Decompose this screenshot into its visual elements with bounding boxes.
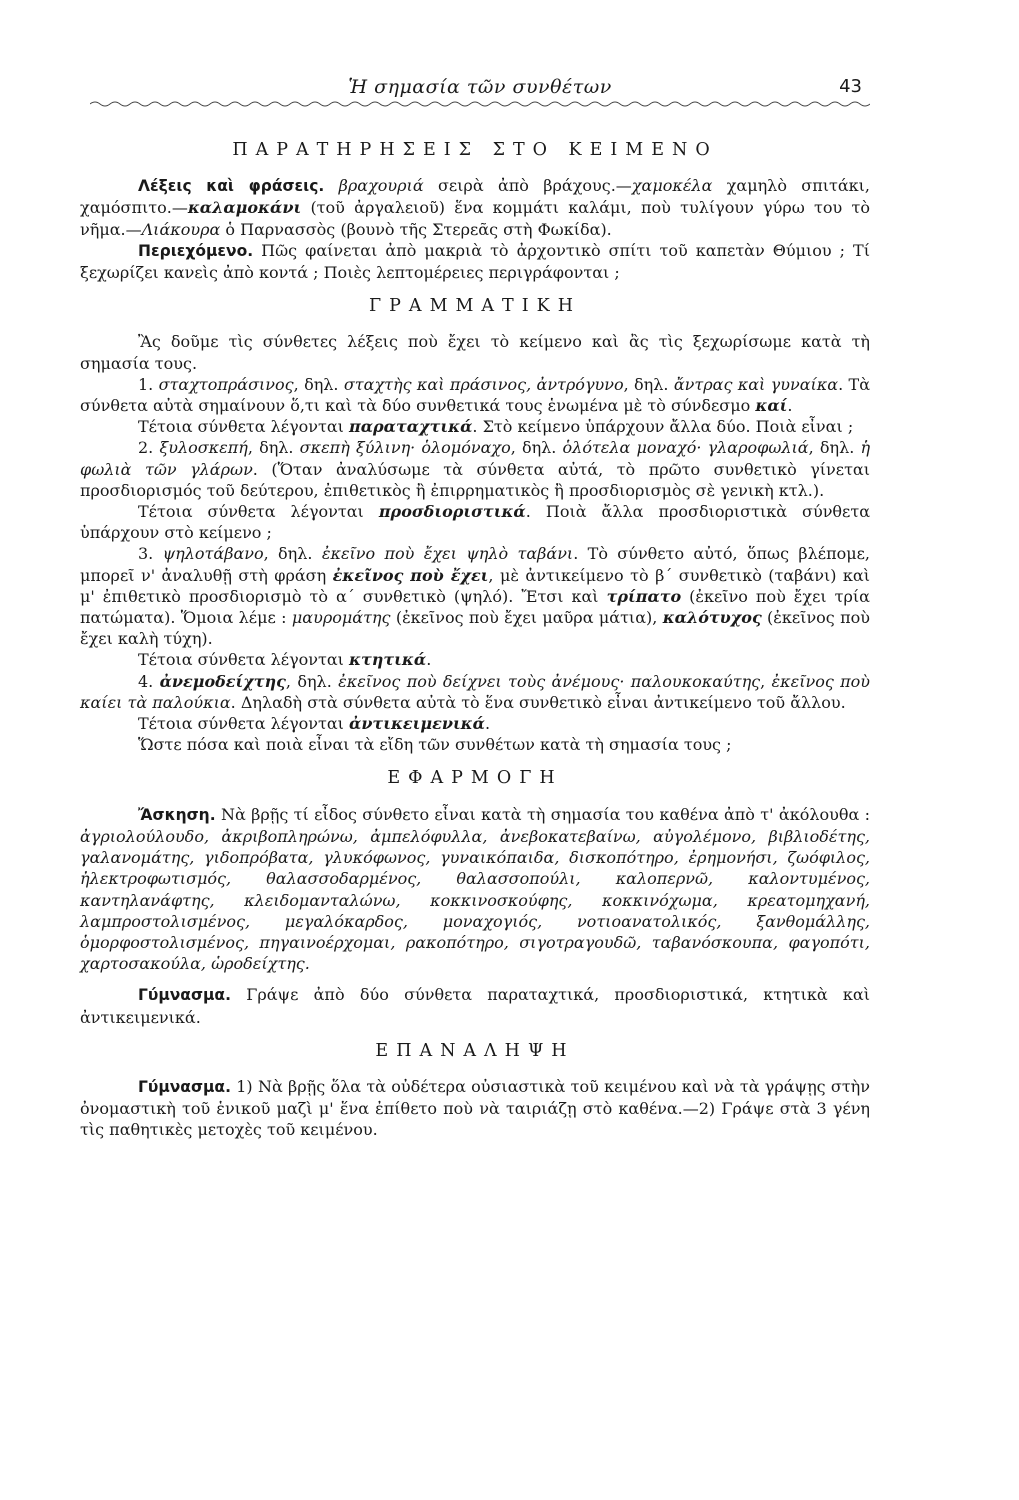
section-heading-review: ΕΠΑΝΑΛΗΨΗ — [375, 1040, 575, 1061]
example-word: σταχτοπράσινος — [158, 374, 294, 394]
text: (ἐκεῖνος ποὺ ἔχει καλὴ τύχη). — [80, 608, 870, 649]
running-title: Ἡ σημασία τῶν συνθέτων — [348, 76, 612, 98]
words-phrases-label: Λέξεις καὶ φράσεις. — [138, 177, 325, 196]
definition: σειρὰ ἀπὸ βράχους.— — [423, 176, 632, 196]
example-word: ἀνεμοδείχτης — [159, 671, 286, 691]
item-number: 4. — [138, 671, 160, 691]
item-number: 2. — [138, 438, 160, 458]
text: Τέτοια σύνθετα λέγονται — [138, 650, 350, 670]
practice-text: Γράψε ἀπὸ δύο σύνθετα παραταχτικά, προσδιοριστικά, κτητικὰ καὶ ἀντικειμενικά. — [80, 985, 870, 1027]
text: , δηλ. — [285, 671, 339, 691]
example-word: μαυρομάτης — [291, 608, 391, 628]
exercise-paragraph — [80, 804, 870, 975]
example-word: καλότυχος — [662, 608, 762, 628]
term: χαμοκέλα — [631, 176, 713, 196]
text: , δηλ. — [293, 374, 344, 394]
definition: (τοῦ ἀργαλειοῦ) ἕνα κομμάτι καλάμι, ποὺ τυλίγουν γύρω του τὸ νῆμα.— — [80, 198, 870, 239]
text: , δηλ. — [247, 438, 300, 458]
grammar-item-3 — [80, 543, 870, 649]
item-number: 3. — [138, 544, 163, 564]
application-practice-paragraph — [80, 984, 870, 1027]
definition: ὁ Παρνασσὸς (βουνὸ τῆς Στερεᾶς στὴ Φωκίδα). — [220, 219, 612, 239]
practice-label: Γύμνασμα. — [138, 986, 231, 1005]
paratactic-paragraph — [80, 416, 870, 437]
text: Τέτοια σύνθετα λέγονται — [138, 502, 379, 522]
text: Τέτοια σύνθετα λέγονται — [138, 417, 350, 437]
possessive-paragraph — [80, 649, 870, 670]
text: , δηλ. — [263, 544, 322, 564]
term: καλαμοκάνι — [187, 198, 302, 218]
text: . Ποιὰ ἄλλα προσδιοριστικὰ σύνθετα ὑπάρχουν στὸ κείμενο ; — [80, 502, 871, 543]
text: . Τὸ σύνθετο αὐτό, ὅπως βλέπομε, μπορεῖ ν' ἀναλυθῇ στὴ φράση — [80, 544, 870, 585]
words-phrases-paragraph — [80, 175, 870, 240]
text: . — [484, 714, 491, 734]
example-word: σταχτὴς καὶ πράσινος, ἀντρόγυνο — [343, 374, 624, 394]
item-number: 1. — [138, 374, 159, 394]
text: , — [760, 671, 772, 691]
grammar-item-2 — [80, 437, 870, 501]
text: , δηλ. — [808, 438, 861, 458]
review-practice-label: Γύμνασμα. — [138, 1077, 231, 1096]
example-word: ἐκεῖνος ποὺ καίει τὰ παλούκια — [80, 671, 871, 712]
example-word: ὁλότελα μοναχό· γλαροφωλιά — [562, 438, 809, 458]
term: ἀντικειμενικά — [349, 714, 485, 734]
text: (ἐκεῖνος ποὺ ἔχει μαῦρα μάτια), — [390, 608, 663, 628]
page-content — [80, 130, 870, 1141]
exercise-text: Νὰ βρῇς τί εἶδος σύνθετο εἶναι κατὰ τὴ σημασία του καθένα ἀπὸ τ' ἀκόλουθα : — [215, 804, 870, 824]
example-word: ἐκεῖνο ποὺ ἔχει ψηλὸ ταβάνι — [321, 544, 574, 564]
example-word: ξυλοσκεπή — [159, 438, 248, 458]
wavy-rule — [90, 100, 870, 108]
example-word: ἄντρας καὶ γυναίκα — [673, 374, 839, 394]
text: , δηλ. — [623, 374, 674, 394]
grammar-question: Ὥστε πόσα καὶ ποιὰ εἶναι τὰ εἴδη τῶν συνθέτων κατὰ τὴ σημασία τους ; — [138, 735, 732, 755]
example-word: σκεπὴ ξύλινη· ὁλομόναχο — [299, 438, 511, 458]
example-word: ἐκεῖνος ποὺ δείχνει τοὺς ἀνέμους· παλουκοκαύτης — [338, 671, 761, 691]
review-practice-paragraph — [80, 1076, 870, 1141]
grammar-item-4 — [80, 671, 870, 713]
text: , μὲ ἀντικείμενο τὸ β΄ συνθετικὸ (ταβάνι) καὶ μ' ἐπιθετικὸ προσδιορισμὸ τὸ α΄ συνθετικὸ (ψηλό). Ἔτσι καὶ — [80, 565, 871, 606]
text: (ἐκεῖνο ποὺ ἔχει τρία πατώματα). Ὅμοια λέμε : — [80, 586, 870, 628]
emphasis: καί — [755, 396, 788, 416]
wavy-rule-line — [90, 102, 870, 106]
grammar-item-1 — [80, 374, 870, 416]
exercise-label: Ἄσκηση. — [138, 805, 216, 824]
content-label: Περιεχόμενο. — [138, 241, 254, 260]
text: . Τὰ σύνθετα αὐτὰ σημαίνουν ὅ,τι καὶ τὰ δύο συνθετικά τους ἑνωμένα μὲ τὸ σύνδεσμο — [80, 374, 870, 416]
term: κτητικά — [349, 650, 427, 670]
grammar-intro: Ἂς δοῦμε τὶς σύνθετες λέξεις ποὺ ἔχει τὸ κείμενο καὶ ἂς τὶς ξεχωρίσωμε κατὰ τὴ σημασία τους. — [80, 332, 870, 373]
term: Λιάκουρα — [141, 219, 221, 239]
term: βραχουριά — [338, 176, 424, 196]
definition: χαμηλὸ σπιτάκι, χαμόσπιτο.— — [80, 176, 871, 218]
text: . (Ὅταν ἀναλύσωμε τὰ σύνθετα αὐτά, τὸ πρῶτο συνθετικὸ γίνεται προσδιορισμός τοῦ δεύτερου, ἐπιθετικὸς ἢ ἐπιρρηματικὸς ἢ προσδιορισμὸς σὲ γενικὴ κτλ.). — [80, 459, 871, 500]
objective-paragraph — [80, 713, 870, 734]
section-heading-application: ΕΦΑΡΜΟΓΗ — [387, 768, 563, 789]
example-word: ἡ φωλιὰ τῶν γλάρων — [80, 438, 871, 479]
text: , δηλ. — [510, 438, 563, 458]
section-heading-observations: ΠΑΡΑΤΗΡΗΣΕΙΣ ΣΤΟ ΚΕΙΜΕΝΟ — [232, 140, 718, 160]
example-word: ἐκεῖνος ποὺ ἔχει — [332, 565, 489, 585]
page-number: 43 — [839, 76, 862, 97]
example-word: τρίπατο — [606, 586, 682, 606]
text: . — [787, 396, 793, 416]
text: . — [426, 650, 432, 670]
text: Τέτοια σύνθετα λέγονται — [138, 714, 350, 734]
determinative-paragraph — [80, 501, 870, 543]
text: . Δηλαδὴ στὰ σύνθετα αὐτὰ τὸ ἕνα συνθετικὸ εἶναι ἀντικείμενο τοῦ ἄλλου. — [230, 692, 846, 712]
exercise-word-list: ἀγριολούλουδο, ἀκριβοπληρώνω, ἀμπελόφυλλα, ἀνεβοκατεβαίνω, αὐγολέμονο, βιβλιοδέτης, γαλανομάτης, γιδοπρόβατα, γλυκόφωνος, γυναικόπαιδα, δισκοπότηρο, ἐρημονήσι, ζωόφιλος, ἠλεκτροφωτισμός, θαλασσοδαρμένος, θαλασσοπούλι, καλοπερνῶ, καλοντυμένος, καντηλανάφτης, κλειδομανταλώνω, κοκκινοσκούφης, κοκκινόχωμα, κρεατομηχανή, λαμπροστολισμένος, μεγαλόκαρδος, μοναχογιός, νοτιοανατολικός, ξανθομάλλης, ὁμορφοστολισμένος, πηγαινοέρχομαι, ρακοπότηρο, σιγοτραγουδῶ, ταβανόσκουπα, φαγοπότι, χαρτοσακούλα, ὡροδείχτης. — [80, 826, 870, 974]
term: προσδιοριστικά — [378, 502, 526, 522]
review-practice-text: 1) Νὰ βρῇς ὅλα τὰ οὐδέτερα οὐσιαστικὰ τοῦ κειμένου καὶ νὰ τὰ γράψῃς στὴν ὀνομαστικὴ τοῦ ἑνικοῦ μαζὶ μ' ἕνα ἐπίθετο ποὺ νὰ ταιριάζῃ στὸ καθένα.—2) Γράψε στὰ 3 γένη τὶς παθητικὲς μετοχὲς τοῦ κειμένου. — [80, 1076, 870, 1140]
example-word: ψηλοτάβανο — [162, 544, 264, 564]
section-heading-grammar: ΓΡΑΜΜΑΤΙΚΗ — [369, 296, 581, 317]
term: παραταχτικά — [349, 417, 473, 437]
content-questions: Πῶς φαίνεται ἀπὸ μακριὰ τὸ ἀρχοντικὸ σπίτι τοῦ καπετὰν Θύμιου ; Τί ξεχωρίζει κανεὶς ἀπὸ κοντά ; Ποιὲς λεπτομέρειες περιγράφονται ; — [80, 240, 870, 283]
text: . Στὸ κείμενο ὑπάρχουν ἄλλα δύο. Ποιὰ εἶναι ; — [472, 417, 854, 437]
content-paragraph — [80, 240, 870, 283]
